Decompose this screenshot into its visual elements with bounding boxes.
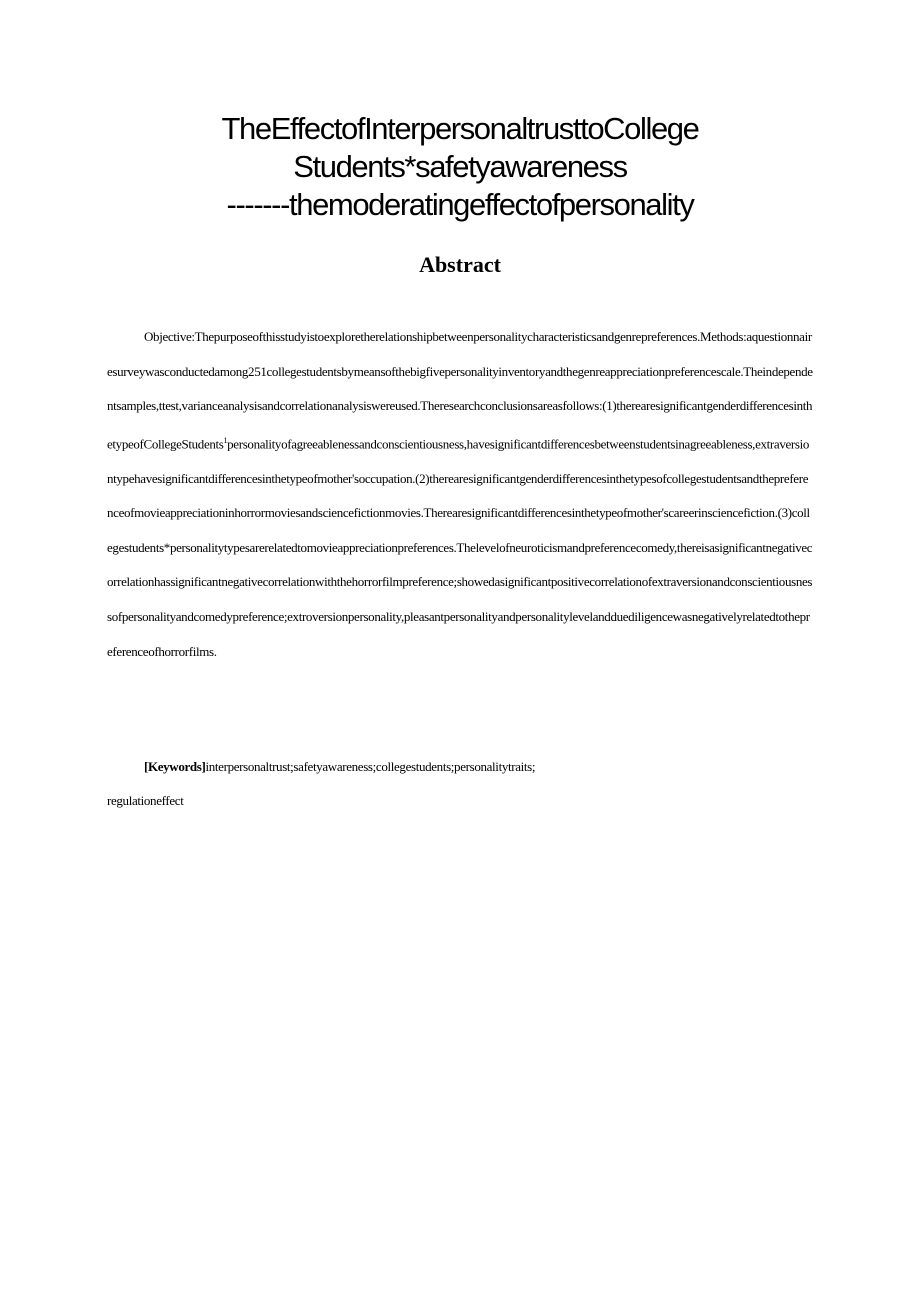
abstract-heading: Abstract — [419, 252, 501, 277]
keywords-line-1 — [107, 750, 813, 784]
abstract-text-part-1: Objective:Thepurposeofthisstudyistoexploretherelationshipbetweenpersonalitycharacteristicsandgenrepreferences.Methods:aquestionnairesurveywasconductedamong251collegestudentsbymeansofthebigfivepersonalityinventoryandthegenreappreciationpreferencescale.Theindependentsamples,ttest,varianceanalysisandcorrelationanalysiswereused.Theresearchconclusionsareasfollows:(1)therearesignificantgenderdifferencesinthetypeofCollegeStudents — [107, 329, 813, 452]
title-line-1: TheEffectofInterpersonaltrusttoCollege — [221, 111, 699, 146]
abstract-body — [107, 320, 813, 669]
keywords-label: [Keywords] — [144, 759, 206, 774]
keywords-line-2: regulationeffect — [107, 793, 184, 808]
title-line-3: -------themoderatingeffectofpersonality — [226, 187, 694, 222]
abstract-text-part-2: personalityofagreeablenessandconscientiousness,havesignificantdifferencesbetweenstudentsinagreeableness,extraversiontypehavesignificantdifferencesinthetypeofmother'soccupation.(2)therearesignificantgenderdifferencesinthetypesofcollegestudentsandthepreferenceofmovieappreciationinhorrormoviesandsciencefictionmovies.Therearesignificantdifferencesinthetypeofmother'scareerinsciencefiction.(3)collegestudents*personalitytypesarerelatedtomovieappreciationpreferences.Thelevelofneuroticismandpreferencecomedy,thereisasignificantnegativecorrelationhassignificantnegativecorrelationwiththehorrorfilmpreference;showedasignificantpositivecorrelationofextraversionandconscientiousnessofpersonalityandcomedypreference;extroversionpersonality,pleasantpersonalityandpersonalitylevelandduediligencewasnegativelyrelatedtothepreferenceofhorrorfilms. — [107, 436, 813, 659]
abstract-superscript: 1 — [223, 435, 228, 445]
title-line-2: Students*safetyawareness — [293, 149, 627, 184]
keywords-list: interpersonaltrust;safetyawareness;collegestudents;personalitytraits; — [205, 759, 536, 774]
paper-title — [100, 110, 820, 224]
keywords-section — [107, 750, 813, 818]
